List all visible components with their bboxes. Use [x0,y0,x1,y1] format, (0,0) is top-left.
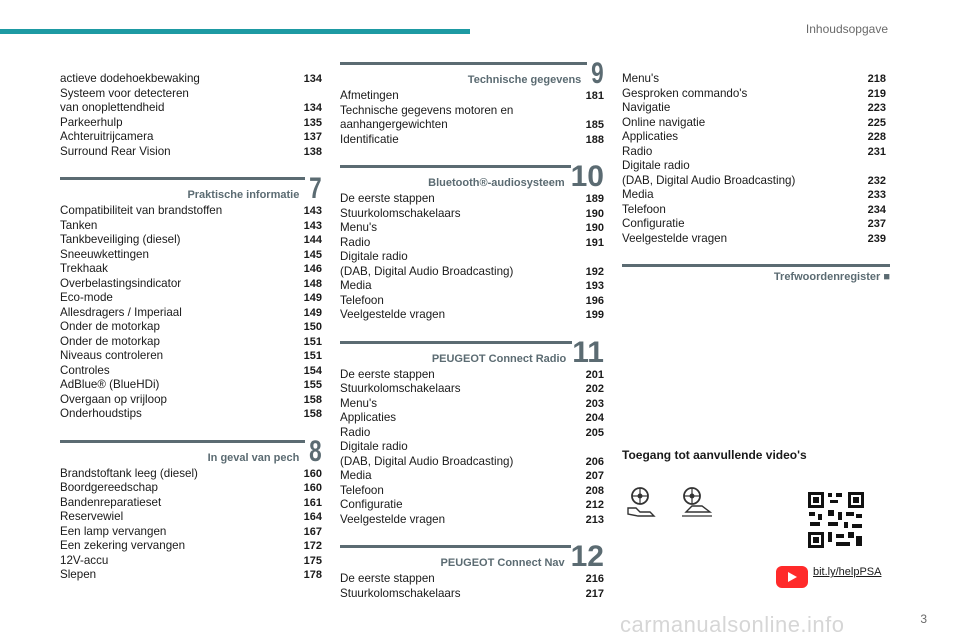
section-heading [340,337,604,367]
section-title[interactable]: In geval van pech [207,451,300,464]
toc-entry[interactable]: AdBlue® (BlueHDi) 155 [60,378,322,391]
videos-title: Toegang tot aanvullende video's [622,448,807,462]
toc-entry[interactable]: Telefoon 234 [622,202,886,216]
toc-entry[interactable]: Controles 154 [60,363,322,377]
toc-entry[interactable]: Veelgestelde vragen 199 [340,308,604,321]
toc-entry[interactable]: Brandstoftank leeg (diesel) 160 [60,466,322,480]
section-rule [60,440,305,443]
toc-entry[interactable]: Slepen 178 [60,568,322,581]
section-number: 7 [309,172,322,205]
toc-entry[interactable]: Veelgestelde vragen 213 [340,512,604,526]
help-link[interactable]: bit.ly/helpPSA [813,566,882,578]
section-heading [340,541,604,571]
toc-entry[interactable]: Menu's 218 [622,72,886,85]
section-rule [340,545,571,548]
header-accent-bar [0,29,470,34]
section-rule [340,341,572,344]
toc-section-7 [60,173,322,422]
toc-section-8 [60,436,322,583]
toc-entry[interactable]: Applicaties 204 [340,411,604,424]
section-heading [340,161,604,191]
section-number: 12 [570,540,604,573]
toc-entry[interactable]: Boordgereedschap 160 [60,481,322,494]
toc-section-9 [340,58,604,147]
toc-entry[interactable]: Digitale radio (DAB, Digital Audio Broadcasting) 232 [622,159,886,187]
youtube-icon[interactable] [776,566,808,588]
toc-entry[interactable]: Configuratie 237 [622,217,886,230]
section-rule [340,62,587,65]
toc-entry[interactable]: Digitale radio (DAB, Digital Audio Broadcasting) 192 [340,250,604,278]
toc-entry[interactable]: Radio 231 [622,144,886,158]
toc-section-10 [340,161,604,323]
toc-section-11 [340,337,604,528]
square-marker-icon: ■ [883,271,890,283]
toc-entry[interactable]: Trekhaak 146 [60,262,322,275]
toc-entry[interactable]: Telefoon 208 [340,483,604,497]
toc-entry[interactable]: Compatibiliteit van brandstoffen 143 [60,204,322,217]
section-title[interactable]: PEUGEOT Connect Radio [431,352,567,365]
section-number: 11 [572,335,604,369]
toc-entry[interactable]: Afmetingen 181 [340,89,604,102]
watermark: carmanualsonline.info [620,612,845,637]
toc-entry[interactable]: Navigatie 223 [622,101,886,114]
toc-entry[interactable]: Een zekering vervangen 172 [60,539,322,552]
toc-entry[interactable]: De eerste stappen 189 [340,192,604,205]
wheel-hand-icon [626,486,658,520]
toc-entry[interactable]: Menu's 190 [340,221,604,234]
toc-section-12 [340,541,604,601]
toc-entry[interactable]: Stuurkolomschakelaars 217 [340,586,604,600]
toc-entry[interactable]: Media 207 [340,469,604,482]
toc-entry[interactable]: Allesdragers / Imperiaal 149 [60,305,322,319]
toc-entry[interactable]: Onderhoudstips 158 [60,407,322,420]
toc-entry[interactable]: Onder de motorkap 151 [60,334,322,348]
section-number: 8 [309,434,322,468]
section-rule [622,264,890,267]
toc-entry[interactable]: actieve dodehoekbewaking 134 [60,72,322,85]
toc-entry[interactable]: Stuurkolomschakelaars 202 [340,382,604,395]
toc-entry[interactable]: De eerste stappen 201 [340,367,604,381]
toc-entry[interactable]: Media 233 [622,188,886,201]
section-number: 9 [591,57,604,90]
header-title: Inhoudsopgave [805,22,888,36]
toc-entry[interactable]: Parkeerhulp 135 [60,115,322,129]
section-rule [60,177,305,180]
toc-entry[interactable]: Telefoon 196 [340,293,604,307]
section-title[interactable]: Bluetooth®-audiosysteem [428,177,565,189]
section-title[interactable]: PEUGEOT Connect Nav [440,557,565,569]
toc-entry[interactable]: Een lamp vervangen 167 [60,524,322,538]
toc-column-1 [60,72,322,583]
toc-entry[interactable]: Configuratie 212 [340,498,604,511]
toc-entry[interactable]: Eco-mode 149 [60,291,322,304]
toc-entry[interactable]: Tanken 143 [60,218,322,232]
toc-entry[interactable]: Media 193 [340,279,604,292]
toc-entry[interactable]: Digitale radio (DAB, Digital Audio Broadcasting) 206 [340,440,604,468]
toc-entry[interactable]: Overbelastingsindicator 148 [60,276,322,290]
toc-entry[interactable]: Gesproken commando's 219 [622,86,886,100]
section-number: 10 [570,160,604,193]
toc-entry[interactable]: Applicaties 228 [622,130,886,143]
section-heading [60,436,322,466]
toc-entries-continued [60,72,322,159]
index-section-heading[interactable] [622,262,890,286]
toc-entry[interactable]: Achteruitrijcamera 137 [60,130,322,143]
section-title[interactable]: Technische gegevens [467,74,582,86]
toc-entry[interactable]: Onder de motorkap 150 [60,320,322,333]
toc-entry[interactable]: Technische gegevens motoren en aanhangergewichten 185 [340,103,604,131]
toc-entry[interactable]: De eerste stappen 216 [340,572,604,585]
section-title[interactable]: Praktische informatie [187,189,300,201]
toc-entry[interactable]: Surround Rear Vision 138 [60,144,322,158]
toc-entry[interactable]: Reservewiel 164 [60,510,322,523]
toc-entry[interactable]: Online navigatie 225 [622,115,886,129]
toc-entry[interactable]: Bandenreparatieset 161 [60,495,322,509]
toc-entry[interactable]: Overgaan op vrijloop 158 [60,392,322,406]
section-heading [340,58,604,88]
toc-entry[interactable]: Radio 191 [340,235,604,249]
index-title: Trefwoordenregister ■ [773,271,890,283]
toc-entry[interactable]: Identificatie 188 [340,132,604,146]
toc-entry[interactable]: 12V-accu 175 [60,553,322,567]
toc-entry[interactable]: Menu's 203 [340,396,604,410]
toc-entry[interactable]: Systeem voor detecteren van onoplettendheid 134 [60,86,322,114]
toc-column-3 [622,72,886,246]
wheel-car-icon [678,486,714,520]
toc-entry[interactable]: Stuurkolomschakelaars 190 [340,206,604,220]
toc-entry[interactable]: Veelgestelde vragen 239 [622,231,886,245]
toc-entry[interactable]: Sneeuwkettingen 145 [60,247,322,261]
section-rule [340,165,571,168]
toc-entry[interactable]: Tankbeveiliging (diesel) 144 [60,233,322,246]
section-heading [60,173,322,203]
toc-column-2 [340,58,604,601]
qr-code-icon[interactable] [806,490,866,550]
toc-entry[interactable]: Radio 205 [340,425,604,439]
page-number: 3 [920,612,927,626]
toc-entry[interactable]: Niveaus controleren 151 [60,349,322,362]
